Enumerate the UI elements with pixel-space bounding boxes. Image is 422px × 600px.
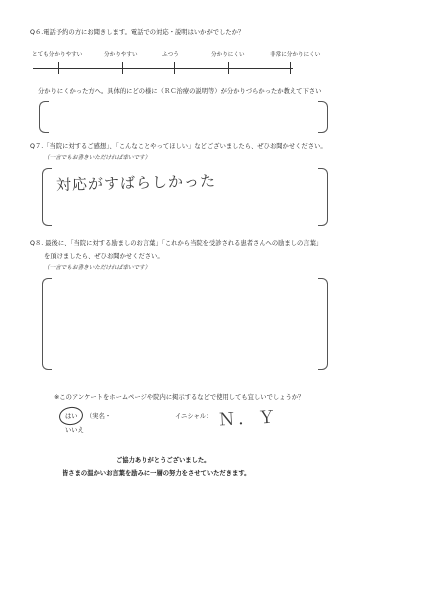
consent-no-option[interactable]: いいえ [65, 427, 84, 434]
q6-scale-label-2: 分かりやすい [104, 52, 138, 58]
consent-initial-value[interactable]: Ｎ．Ｙ [217, 407, 279, 431]
q7-handwritten-answer: 対応がすばらしかった [55, 171, 217, 195]
q8-answer-bracket-right [318, 278, 328, 370]
q6-scale-label-5: 非常に分かりにくい [270, 52, 321, 58]
consent-initial-label: イニシャル： [175, 413, 213, 420]
q6-scale-tick-2[interactable] [122, 62, 123, 74]
q6-scale-tick-1[interactable] [58, 62, 59, 74]
q8-note: （一言でもお書きいただければ幸いです） [44, 265, 151, 271]
consent-yes-option[interactable]: はい [65, 413, 78, 420]
q8-answer-bracket-left [42, 278, 52, 370]
q7-question: Q７.「当院に対するご感想」、「こんなことやってほしい」などございましたら、ぜひお聞かせください。 [30, 143, 327, 150]
consent-question: ※このアンケートをホームページや院内に掲示するなどで使用しても宜しいでしょうか？ [54, 394, 305, 401]
q6-scale-label-3: ふつう [162, 52, 179, 58]
q6-followup: 分かりにくかった方へ。具体的にどの様に（ＲＣ治療の説明等）が分かりづらかったか教えて下さい [38, 88, 322, 95]
q6-question: Q６.電話予約の方にお聞きします。電話での対応・説明はいかがでしたか？ [30, 29, 245, 36]
q6-scale-tick-5[interactable] [290, 62, 291, 74]
q6-answer-bracket-left [39, 101, 49, 133]
closing-line2: 皆さまの温かいお言葉を励みに一層の努力をさせていただきます。 [62, 470, 251, 477]
q8-question-line1: Q８. 最後に、「当院に対する励ましのお言葉」「これから当院を受診される患者さんへの励ましの言葉」 [30, 240, 323, 247]
q6-scale-label-4: 分かりにくい [211, 52, 245, 58]
q6-scale-tick-4[interactable] [228, 62, 229, 74]
consent-real-name-label: （実名・ [86, 413, 112, 420]
q6-scale-line [33, 68, 293, 69]
closing-line1: ご協力ありがとうございました。 [116, 457, 211, 464]
q7-answer-bracket-right [318, 168, 328, 226]
q6-scale-tick-3[interactable] [174, 62, 175, 74]
consent-yes-selected-circle [58, 405, 84, 426]
q7-note: （一言でもお書きいただければ幸いです） [44, 155, 151, 161]
q6-answer-bracket-right [318, 101, 328, 133]
q8-question-line2: を頂けましたら、ぜひお聞かせください。 [44, 253, 164, 260]
q7-answer-bracket-left [42, 168, 52, 226]
q6-scale-label-1: とても分かりやすい [32, 52, 83, 58]
